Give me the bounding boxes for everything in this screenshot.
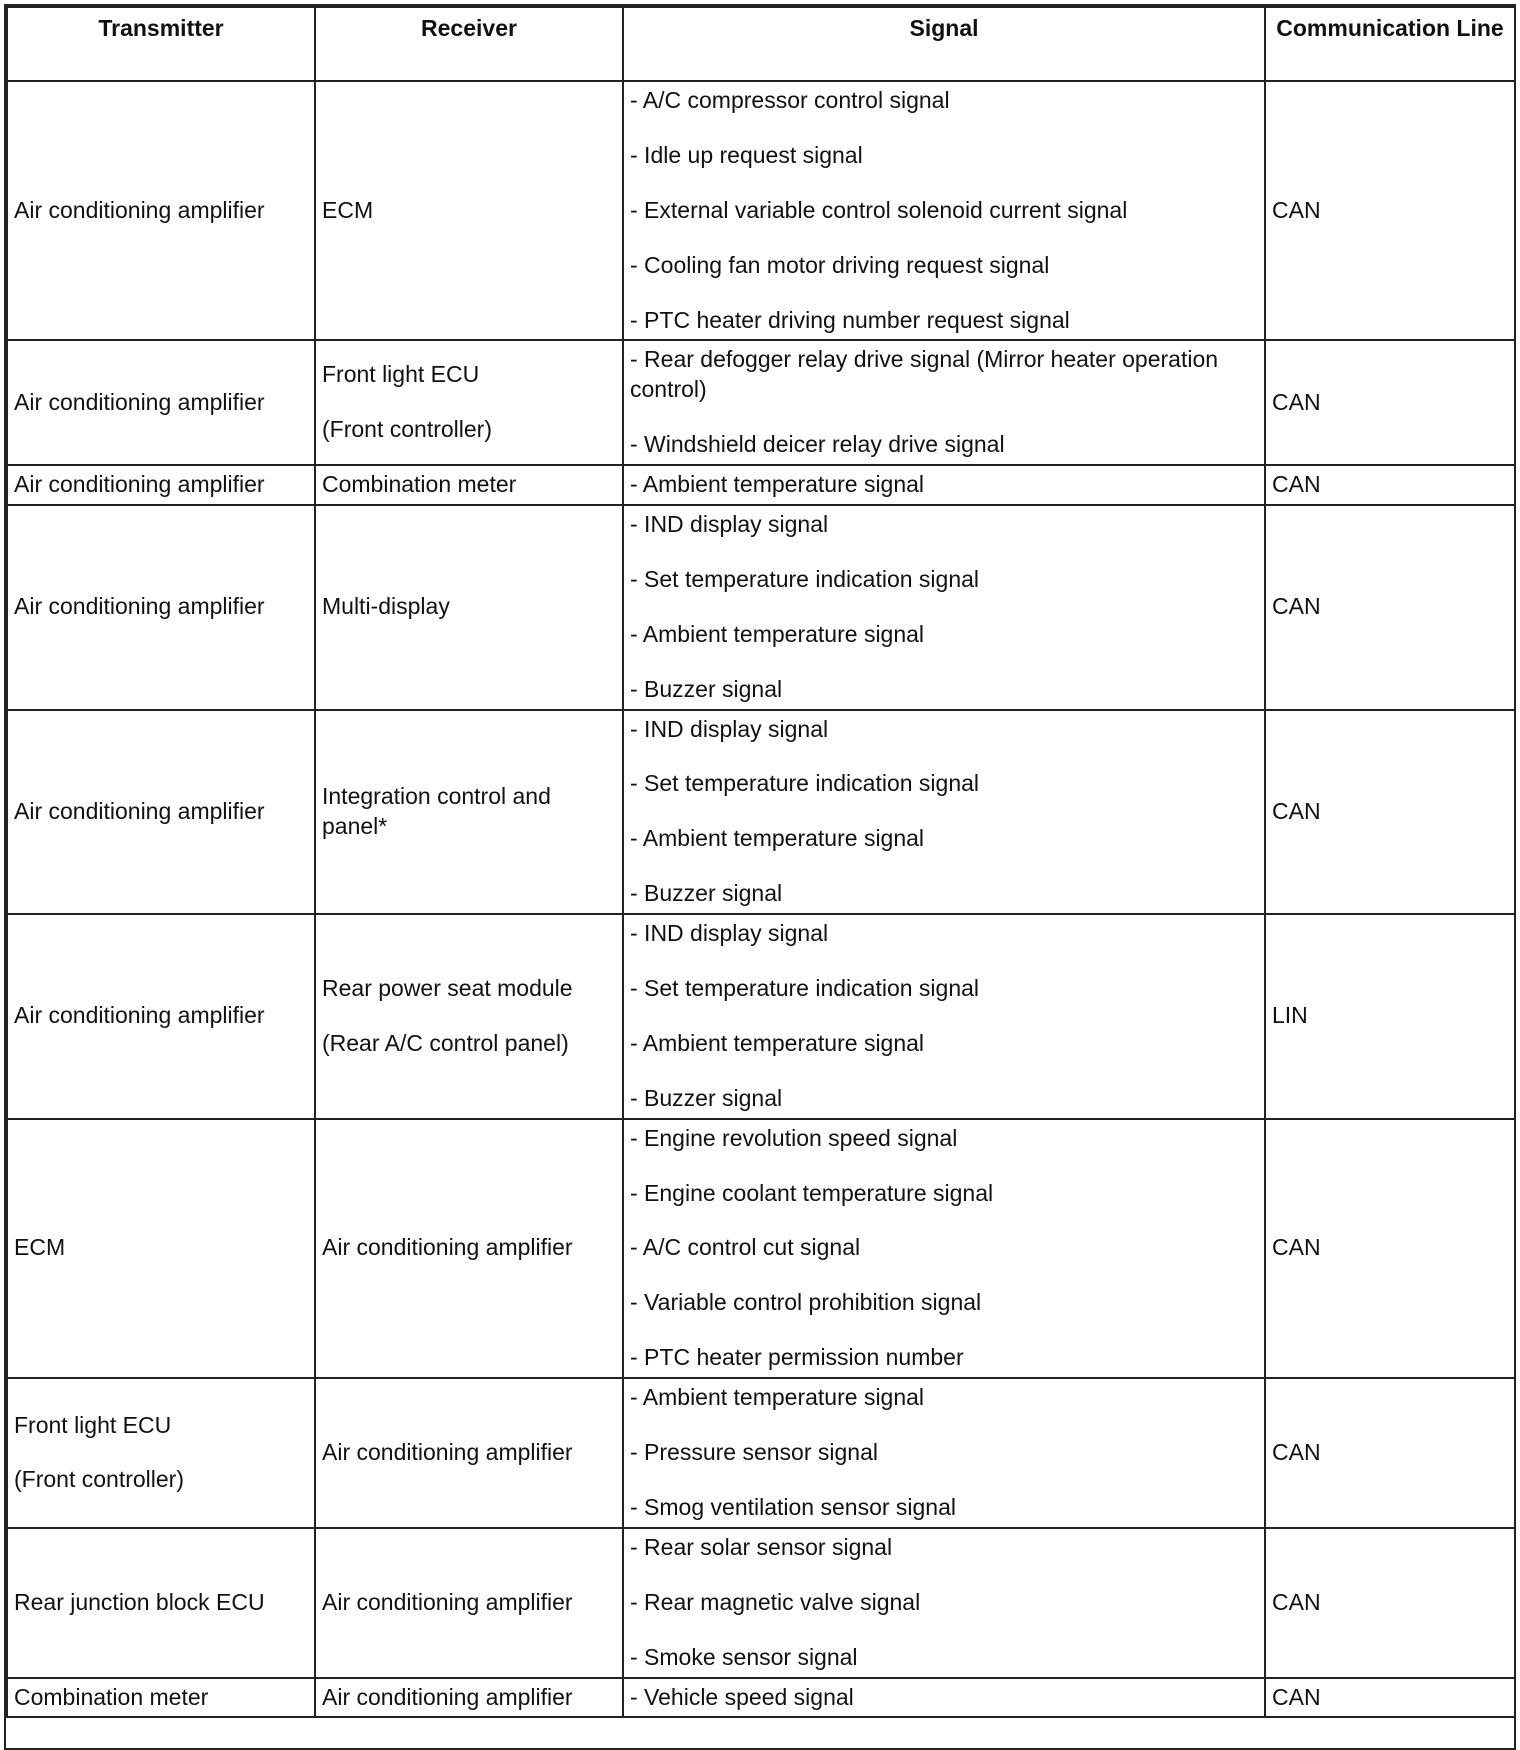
receiver-cell [315,465,623,505]
signal-item: - Cooling fan motor driving request signal [630,251,1050,278]
signal-item: - Rear magnetic valve signal [630,1588,921,1615]
header-communication-line: Communication Line [1265,7,1515,81]
communication-line-cell: LIN [1265,914,1515,1119]
signal-item: - IND display signal [630,511,829,538]
receiver-cell-line: Air conditioning amplifier [322,1439,573,1466]
signal-item: - Engine revolution speed signal [630,1124,958,1151]
receiver-cell [315,710,623,915]
communication-line-cell: CAN [1265,465,1515,505]
signal-item: - PTC heater driving number request signal [630,306,1070,333]
transmitter-cell [7,914,315,1119]
table-row [7,505,1515,710]
transmitter-cell-line: ECM [14,1234,66,1261]
receiver-cell [315,340,623,465]
table-row [7,1528,1515,1678]
table-row [7,465,1515,505]
transmitter-cell [7,1378,315,1528]
signal-item: - Ambient temperature signal [630,825,925,852]
transmitter-cell-line: Combination meter [14,1683,209,1710]
receiver-cell [315,914,623,1119]
signal-item: - Smoke sensor signal [630,1643,858,1670]
signal-cell [623,1678,1265,1718]
table-row [7,710,1515,915]
receiver-cell-line: Combination meter [322,471,517,498]
transmitter-cell-line: Front light ECU [14,1411,172,1438]
communication-line-cell: CAN [1265,81,1515,340]
signal-cell [623,81,1265,340]
signal-item: - Ambient temperature signal [630,620,925,647]
transmitter-cell [7,1119,315,1378]
receiver-cell-line: Multi-display [322,593,450,620]
receiver-cell-line: Air conditioning amplifier [322,1683,573,1710]
receiver-cell-line: (Front controller) [322,416,492,443]
transmitter-cell-line: Air conditioning amplifier [14,593,265,620]
transmitter-cell [7,465,315,505]
signal-item: - Set temperature indication signal [630,975,980,1002]
receiver-cell-line: Integration control and panel* [322,782,551,839]
receiver-cell [315,1528,623,1678]
receiver-cell [315,505,623,710]
signal-cell [623,505,1265,710]
transmitter-cell-line: Air conditioning amplifier [14,388,265,415]
table-row [7,1378,1515,1528]
signal-item: - IND display signal [630,920,829,947]
signal-item: - A/C control cut signal [630,1234,861,1261]
receiver-cell-line: Air conditioning amplifier [322,1234,573,1261]
transmitter-cell-line: Air conditioning amplifier [14,797,265,824]
signal-item: - Idle up request signal [630,141,863,168]
transmitter-cell-line: Air conditioning amplifier [14,471,265,498]
signal-cell [623,1528,1265,1678]
signal-item: - Variable control prohibition signal [630,1289,982,1316]
signal-item: - Buzzer signal [630,880,783,907]
transmitter-cell [7,505,315,710]
receiver-cell [315,1678,623,1718]
table-row [7,1678,1515,1718]
table-row [7,81,1515,340]
communication-line-cell: CAN [1265,710,1515,915]
communication-line-cell: CAN [1265,1378,1515,1528]
receiver-cell-line: Front light ECU [322,361,480,388]
communication-line-cell: CAN [1265,1678,1515,1718]
header-transmitter: Transmitter [7,7,315,81]
signal-item: - IND display signal [630,715,829,742]
communication-table [6,6,1516,1718]
communication-line-cell: CAN [1265,340,1515,465]
receiver-cell-line: (Rear A/C control panel) [322,1029,569,1056]
signal-item: - Rear solar sensor signal [630,1533,893,1560]
signal-item: - Set temperature indication signal [630,565,980,592]
signal-item: - Smog ventilation sensor signal [630,1493,956,1520]
signal-item: - Vehicle speed signal [630,1683,854,1710]
signal-cell [623,340,1265,465]
transmitter-cell-line: (Front controller) [14,1466,184,1493]
transmitter-cell-line: Air conditioning amplifier [14,196,265,223]
receiver-cell [315,81,623,340]
communication-line-cell: CAN [1265,1528,1515,1678]
communication-line-cell: CAN [1265,1119,1515,1378]
transmitter-cell [7,340,315,465]
signal-item: - Ambient temperature signal [630,1029,925,1056]
signal-item: - Set temperature indication signal [630,770,980,797]
transmitter-cell [7,1528,315,1678]
receiver-cell [315,1119,623,1378]
signal-cell [623,710,1265,915]
transmitter-cell-line: Air conditioning amplifier [14,1002,265,1029]
header-receiver: Receiver [315,7,623,81]
signal-cell [623,1119,1265,1378]
signal-item: - Rear defogger relay drive signal (Mirror heater operation control) [630,346,1219,403]
transmitter-cell [7,710,315,915]
header-signal: Signal [623,7,1265,81]
signal-item: - Ambient temperature signal [630,1384,925,1411]
transmitter-cell [7,1678,315,1718]
table-row [7,340,1515,465]
signal-item: - A/C compressor control signal [630,87,950,113]
signal-item: - Engine coolant temperature signal [630,1179,994,1206]
signal-item: - Buzzer signal [630,675,783,702]
transmitter-cell-line: Rear junction block ECU [14,1588,265,1615]
signal-item: - Windshield deicer relay drive signal [630,431,1005,458]
signal-item: - Pressure sensor signal [630,1439,878,1466]
table-row [7,914,1515,1119]
signal-item: - Ambient temperature signal [630,471,925,498]
receiver-cell-line: Rear power seat module [322,975,573,1002]
signal-cell [623,914,1265,1119]
signal-cell [623,1378,1265,1528]
header-row [7,7,1515,81]
signal-item: - Buzzer signal [630,1084,783,1111]
communication-line-cell: CAN [1265,505,1515,710]
signal-cell [623,465,1265,505]
receiver-cell [315,1378,623,1528]
signal-item: - PTC heater permission number [630,1344,964,1371]
receiver-cell-line: ECM [322,196,374,223]
table-body [7,81,1515,1717]
table-row [7,1119,1515,1378]
receiver-cell-line: Air conditioning amplifier [322,1588,573,1615]
transmitter-cell [7,81,315,340]
signal-item: - External variable control solenoid current signal [630,196,1128,223]
